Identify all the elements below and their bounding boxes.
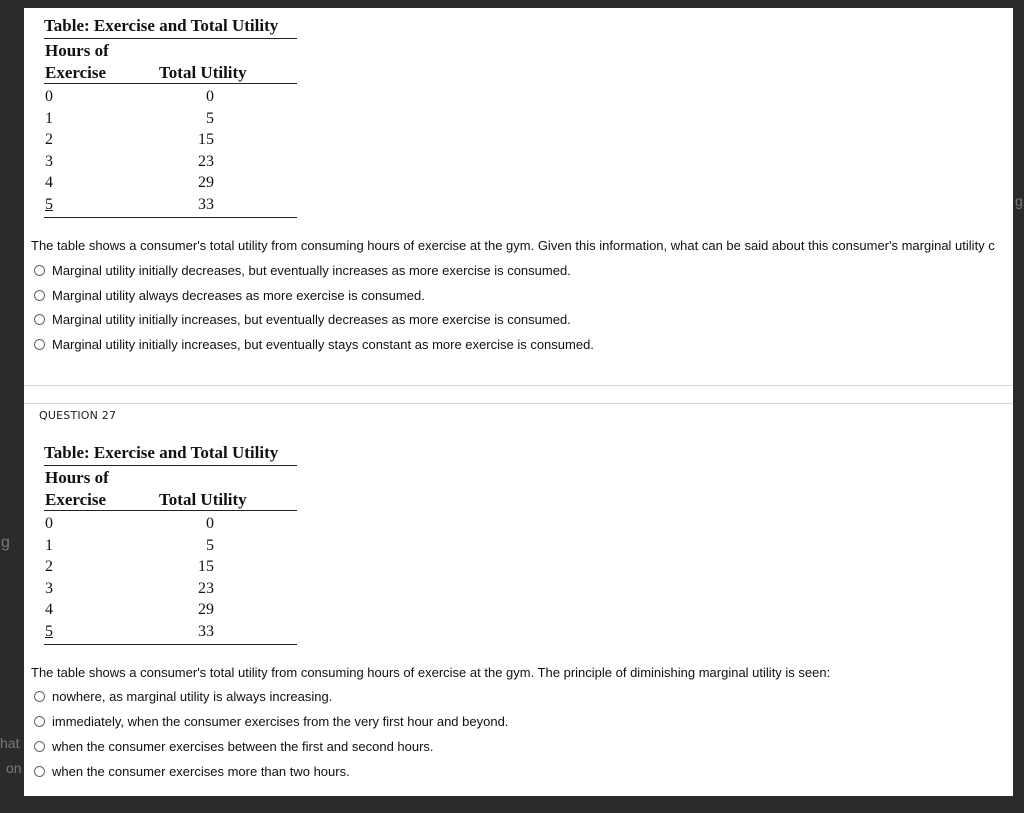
question-26-text: The table shows a consumer's total utility from consuming hours of exercise at the gym. Given this information, what can be said about this consumer's marginal utility c [31,238,995,253]
radio-button-icon[interactable] [34,716,45,727]
option-label: Marginal utility initially increases, but eventually decreases as more exercise is consumed. [52,312,571,327]
background-text-fragment: g [1,534,10,551]
cell-utility: 23 [198,579,214,597]
cell-utility: 5 [206,536,214,554]
option-label: when the consumer exercises more than two hours. [52,764,350,779]
q26-option-2[interactable] [34,288,425,303]
q27-option-2[interactable] [34,714,508,729]
cell-utility: 29 [198,174,214,191]
radio-button-icon[interactable] [34,314,45,325]
option-label: when the consumer exercises between the first and second hours. [52,739,434,754]
radio-button-icon[interactable] [34,339,45,350]
section-divider [24,403,1013,404]
cell-hours: 5 [45,622,53,640]
background-text-fragment: g [1015,193,1023,209]
cell-hours: 2 [45,558,53,575]
cell-hours: 1 [45,109,53,127]
cell-utility: 5 [206,109,214,127]
background-text-fragment: hat [0,735,20,751]
q27-option-1[interactable] [34,689,332,704]
header-total-utility: Total Utility [159,490,247,509]
table-header [44,466,297,511]
radio-button-icon[interactable] [34,691,45,702]
table-row [44,536,297,558]
cell-utility: 15 [198,558,214,575]
cell-hours: 0 [45,88,53,105]
table-row [44,109,297,131]
section-divider [24,385,1013,386]
option-label: nowhere, as marginal utility is always increasing. [52,689,333,704]
cell-hours: 3 [45,152,53,170]
table-row [44,557,297,579]
question-27-text: The table shows a consumer's total utility from consuming hours of exercise at the gym. The principle of diminishing marginal utility is seen: [31,665,831,680]
cell-utility: 33 [198,195,214,213]
header-hours-line2: Exercise [45,63,107,82]
table-body [44,84,297,218]
table-row [44,195,297,217]
option-label: Marginal utility initially decreases, but eventually increases as more exercise is consumed. [52,263,571,278]
cell-hours: 3 [45,579,53,597]
cell-utility: 23 [198,152,214,170]
option-label: Marginal utility always decreases as more exercise is consumed. [52,288,425,303]
q26-option-1[interactable] [34,263,571,278]
q26-option-4[interactable] [34,337,594,352]
q27-option-3[interactable] [34,739,434,754]
cell-utility: 33 [198,622,214,640]
q26-option-3[interactable] [34,312,571,327]
table-row [44,622,297,644]
radio-button-icon[interactable] [34,741,45,752]
table-body [44,511,297,645]
radio-button-icon[interactable] [34,265,45,276]
utility-table-q27 [44,443,297,645]
table-header [44,39,297,84]
table-row [44,600,297,622]
table-row [44,87,297,109]
header-hours-line2: Exercise [45,490,107,509]
cell-hours: 1 [45,536,53,554]
background-text-fragment: on [6,760,22,776]
table-row [44,579,297,601]
cell-utility: 29 [198,601,214,618]
question-27-label: QUESTION 27 [39,409,117,422]
cell-hours: 5 [45,195,53,213]
cell-hours: 4 [45,174,53,191]
radio-button-icon[interactable] [34,290,45,301]
cell-hours: 4 [45,601,53,618]
header-hours-line1: Hours of [45,468,109,487]
table-title: Table: Exercise and Total Utility [44,443,297,466]
table-row [44,130,297,152]
option-label: immediately, when the consumer exercises from the very first hour and beyond. [52,714,509,729]
cell-hours: 0 [45,515,53,532]
quiz-panel [24,8,1013,796]
cell-utility: 0 [206,515,214,532]
option-label: Marginal utility initially increases, but eventually stays constant as more exercise is consumed. [52,337,594,352]
radio-button-icon[interactable] [34,766,45,777]
utility-table-q26 [44,16,297,218]
cell-hours: 2 [45,131,53,148]
header-hours-line1: Hours of [45,41,109,60]
header-total-utility: Total Utility [159,63,247,82]
table-row [44,514,297,536]
cell-utility: 0 [206,88,214,105]
cell-utility: 15 [198,131,214,148]
table-row [44,152,297,174]
table-row [44,173,297,195]
table-title: Table: Exercise and Total Utility [44,16,297,39]
q27-option-4[interactable] [34,764,350,779]
